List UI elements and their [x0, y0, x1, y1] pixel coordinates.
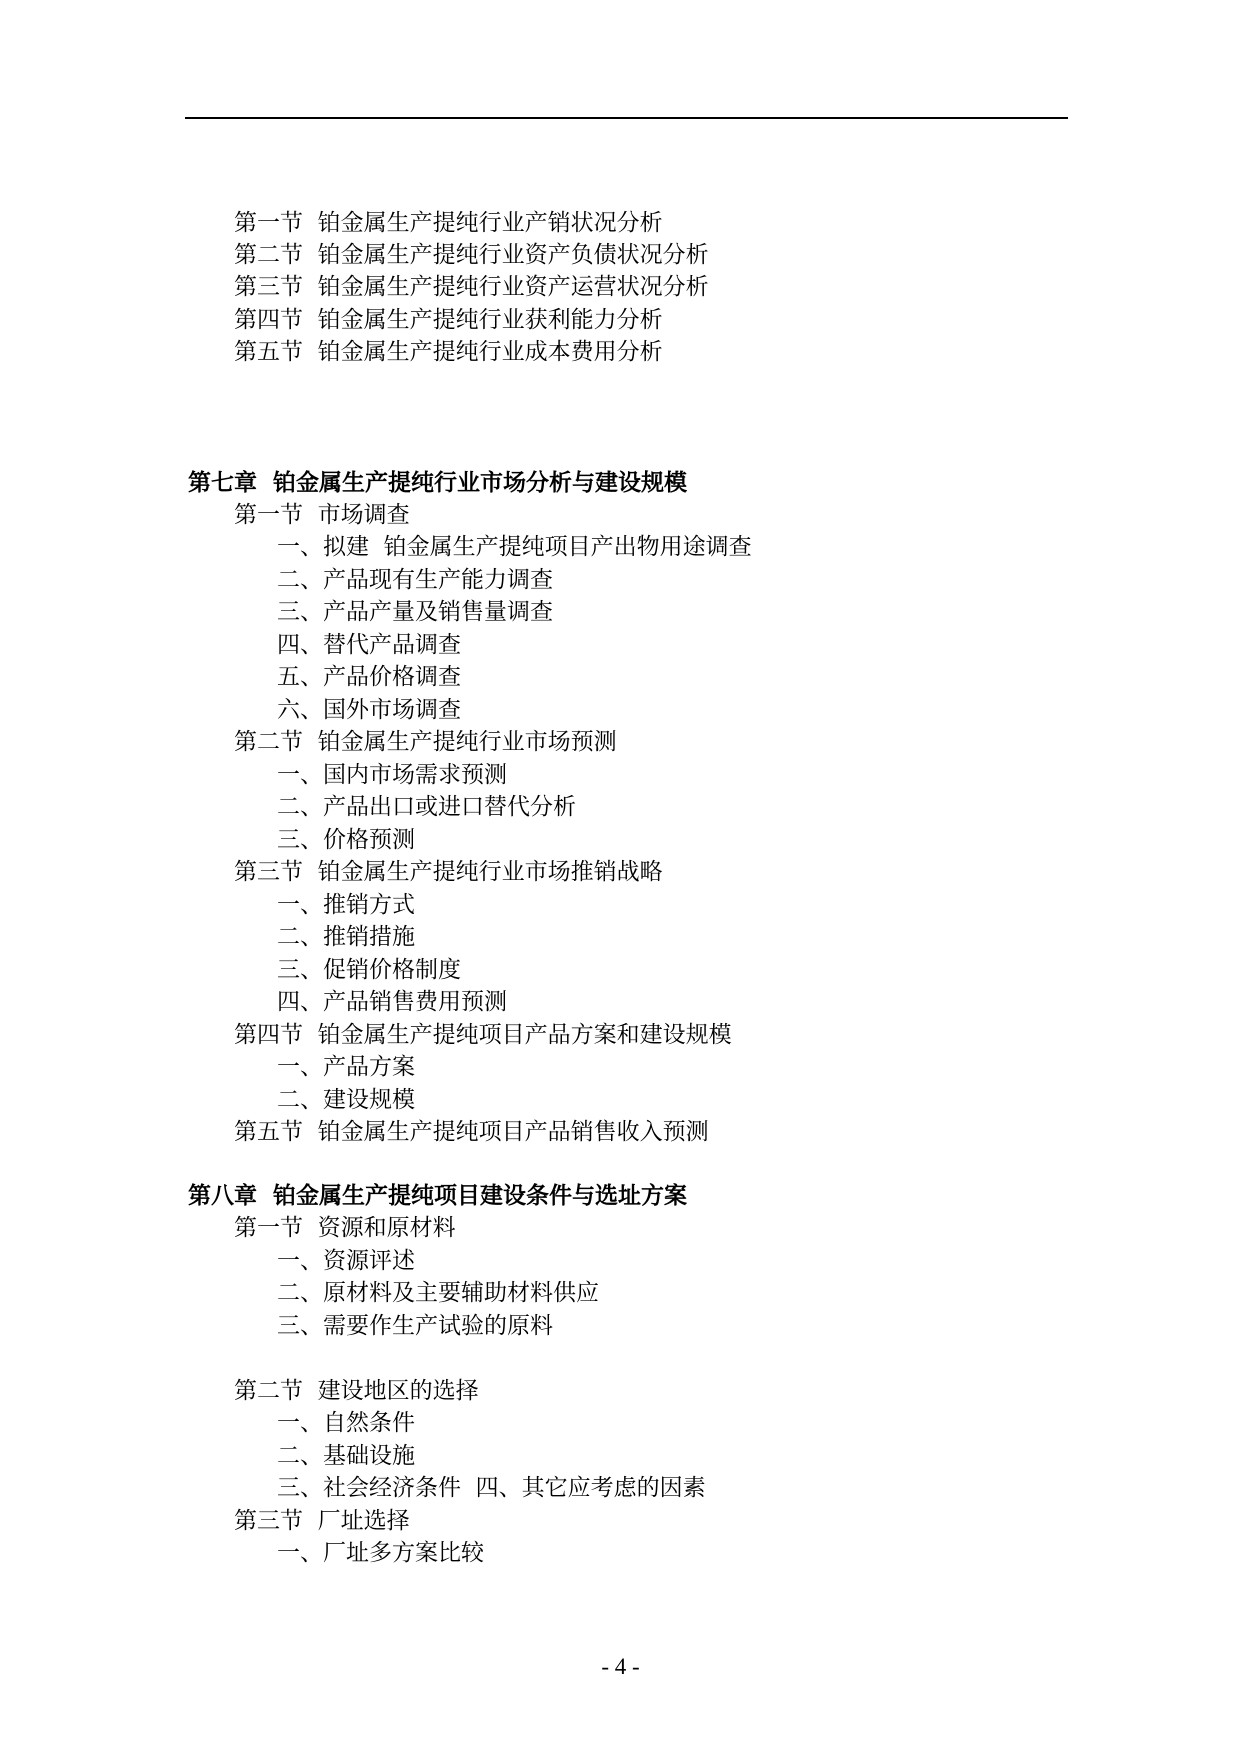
toc-item: 三、需要作生产试验的原料 — [277, 1313, 553, 1339]
toc-section: 第二节 建设地区的选择 — [234, 1378, 479, 1404]
toc-item: 一、国内市场需求预测 — [277, 762, 507, 788]
toc-section: 第四节 铂金属生产提纯项目产品方案和建设规模 — [234, 1022, 732, 1048]
toc-item: 四、替代产品调查 — [277, 632, 461, 658]
toc-section: 第三节 铂金属生产提纯行业市场推销战略 — [234, 859, 663, 885]
chapter-7-title: 第七章 铂金属生产提纯行业市场分析与建设规模 — [188, 469, 688, 496]
toc-item: 一、拟建 铂金属生产提纯项目产出物用途调查 — [277, 534, 752, 560]
toc-item: 三、产品产量及销售量调查 — [277, 599, 553, 625]
toc-item: 四、产品销售费用预测 — [277, 989, 507, 1015]
chapter-8-title: 第八章 铂金属生产提纯项目建设条件与选址方案 — [188, 1182, 688, 1209]
toc-item: 一、厂址多方案比较 — [277, 1540, 484, 1566]
toc-item: 二、原材料及主要辅助材料供应 — [277, 1280, 599, 1306]
page-number: - 4 - — [601, 1654, 640, 1679]
header-rule — [185, 117, 1068, 119]
toc-item: 二、产品现有生产能力调查 — [277, 567, 553, 593]
toc-section: 第三节 厂址选择 — [234, 1508, 410, 1534]
toc-item: 二、基础设施 — [277, 1443, 415, 1469]
toc-item: 三、促销价格制度 — [277, 957, 461, 983]
toc-item: 一、推销方式 — [277, 892, 415, 918]
toc-item: 三、社会经济条件 四、其它应考虑的因素 — [277, 1475, 706, 1501]
toc-item: 一、资源评述 — [277, 1248, 415, 1274]
toc-item: 二、建设规模 — [277, 1087, 415, 1113]
toc-item: 二、推销措施 — [277, 924, 415, 950]
toc-section: 第二节 铂金属生产提纯行业市场预测 — [234, 729, 617, 755]
toc-item: 三、价格预测 — [277, 827, 415, 853]
toc-item: 六、国外市场调查 — [277, 697, 461, 723]
toc-section: 第二节 铂金属生产提纯行业资产负债状况分析 — [234, 242, 709, 268]
toc-item: 五、产品价格调查 — [277, 664, 461, 690]
toc-section: 第三节 铂金属生产提纯行业资产运营状况分析 — [234, 274, 709, 300]
toc-section: 第一节 资源和原材料 — [234, 1215, 456, 1241]
toc-item: 一、自然条件 — [277, 1410, 415, 1436]
toc-section: 第五节 铂金属生产提纯行业成本费用分析 — [234, 339, 663, 365]
toc-item: 二、产品出口或进口替代分析 — [277, 794, 576, 820]
toc-item: 一、产品方案 — [277, 1054, 415, 1080]
toc-section: 第一节 市场调查 — [234, 502, 410, 528]
toc-section: 第一节 铂金属生产提纯行业产销状况分析 — [234, 210, 663, 236]
toc-section: 第五节 铂金属生产提纯项目产品销售收入预测 — [234, 1119, 709, 1145]
toc-section: 第四节 铂金属生产提纯行业获利能力分析 — [234, 307, 663, 333]
